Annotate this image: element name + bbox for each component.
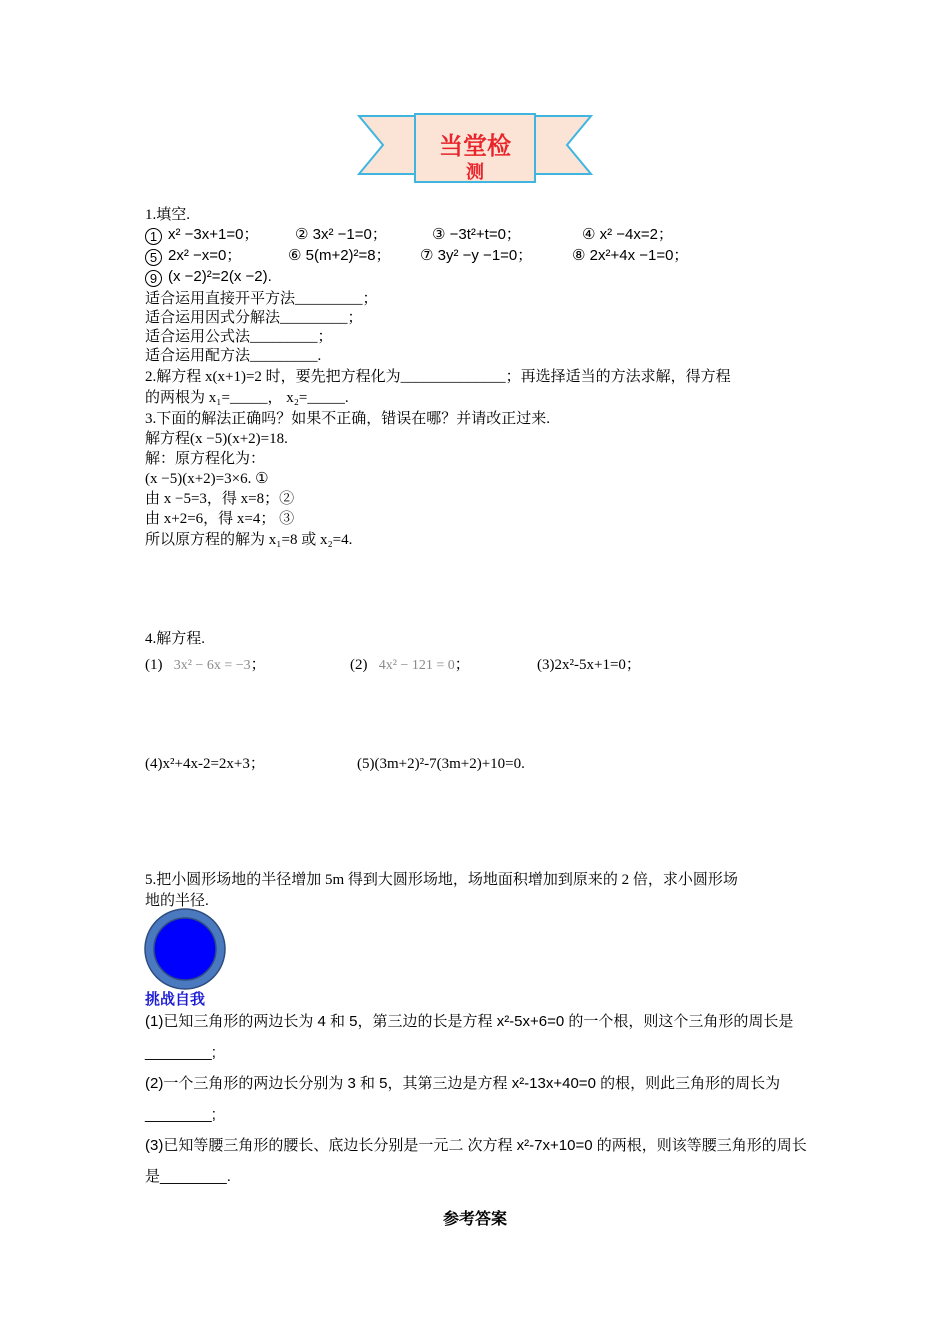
q1-item-9: 9 (x −2)²=2(x −2). <box>145 268 272 287</box>
q3-line-4: (x −5)(x+2)=3×6. ① <box>145 471 269 487</box>
q1-item-4: ④ x² −4x=2； <box>582 226 673 243</box>
q1-item-2: ② 3x² −1=0； <box>295 226 387 243</box>
banner-title-line2: 测 <box>466 162 484 183</box>
q3-line-6: 由 x+2=6，得 x=4； ③ <box>145 511 295 527</box>
q3-line-3: 解：原方程化为： <box>145 451 266 467</box>
challenge-item-2: (2)一个三角形的两边长分别为 3 和 5，其第三边是方程 x²-13x+40=0 的根，则此三角形的周长为________; <box>145 1075 781 1123</box>
small-circle <box>154 918 216 980</box>
q4-problem-4: (4)x²+4x-2=2x+3； <box>145 756 265 772</box>
q4-problem-2: (2) 4x² − 121 = 0； <box>350 657 470 673</box>
q5-line2: 地的半径. <box>145 893 209 909</box>
section-banner <box>355 110 595 186</box>
challenge-item-1: (1)已知三角形的两边长为 4 和 5，第三边的长是方程 x²-5x+6=0 的一个根，则这个三角形的周长是________; <box>145 1013 794 1061</box>
q2-line1: 2.解方程 x(x+1)=2 时，要先把方程化为______________；再选择适当的方法求解，得方程 <box>145 369 731 385</box>
q1-item-7: ⑦ 3y² −y −1=0； <box>420 247 533 264</box>
q1-item-5: 5 2x² −x=0； <box>145 247 241 266</box>
answers-heading: 参考答案 <box>442 1211 507 1228</box>
banner-left-tail <box>359 116 419 174</box>
concentric-circles-figure <box>143 907 227 991</box>
q1-item-1: 1 x² −3x+1=0； <box>145 226 258 245</box>
q2-line2: 的两根为 x₁=_____， x₂=_____. <box>145 390 349 406</box>
q3-line-1: 3.下面的解法正确吗？如果不正确，错误在哪？并请改正过来. <box>145 411 551 427</box>
q1-heading: 1.填空. <box>145 207 191 223</box>
q3-line-2: 解方程(x −5)(x+2)=18. <box>145 431 288 447</box>
banner-right-tail <box>531 116 591 174</box>
q1-method-factor: 适合运用因式分解法_________； <box>145 310 363 326</box>
q1-item-8: ⑧ 2x²+4x −1=0； <box>572 247 689 264</box>
q4-problem-3: (3)2x²-5x+1=0； <box>537 657 641 673</box>
q4-heading: 4.解方程. <box>145 631 206 647</box>
challenge-title: 挑战自我 <box>145 991 206 1008</box>
q1-item-3: ③ −3t²+t=0； <box>432 226 521 243</box>
q3-line-5: 由 x −5=3，得 x=8；② <box>145 491 295 507</box>
q1-item-6: ⑥ 5(m+2)²=8； <box>288 247 391 264</box>
q4-problem-1: (1) 3x² − 6x = −3； <box>145 657 266 673</box>
q1-method-formula: 适合运用公式法_________； <box>145 329 333 345</box>
banner-title-line1: 当堂检 <box>439 132 511 160</box>
q5-line1: 5.把小圆形场地的半径增加 5m 得到大圆形场地，场地面积增加到原来的 2 倍，求小圆形场 <box>145 872 738 888</box>
q1-method-complete-square: 适合运用配方法_________. <box>145 348 322 364</box>
q1-method-sqrt: 适合运用直接开平方法_________； <box>145 291 378 307</box>
challenge-item-3: (3)已知等腰三角形的腰长、底边长分别是一元二 次方程 x²-7x+10=0 的两根，则该等腰三角形的周长是________. <box>145 1137 807 1185</box>
q4-problem-5: (5)(3m+2)²-7(3m+2)+10=0. <box>357 756 525 772</box>
q3-line-7: 所以原方程的解为 x₁=8 或 x₂=4. <box>145 532 353 548</box>
